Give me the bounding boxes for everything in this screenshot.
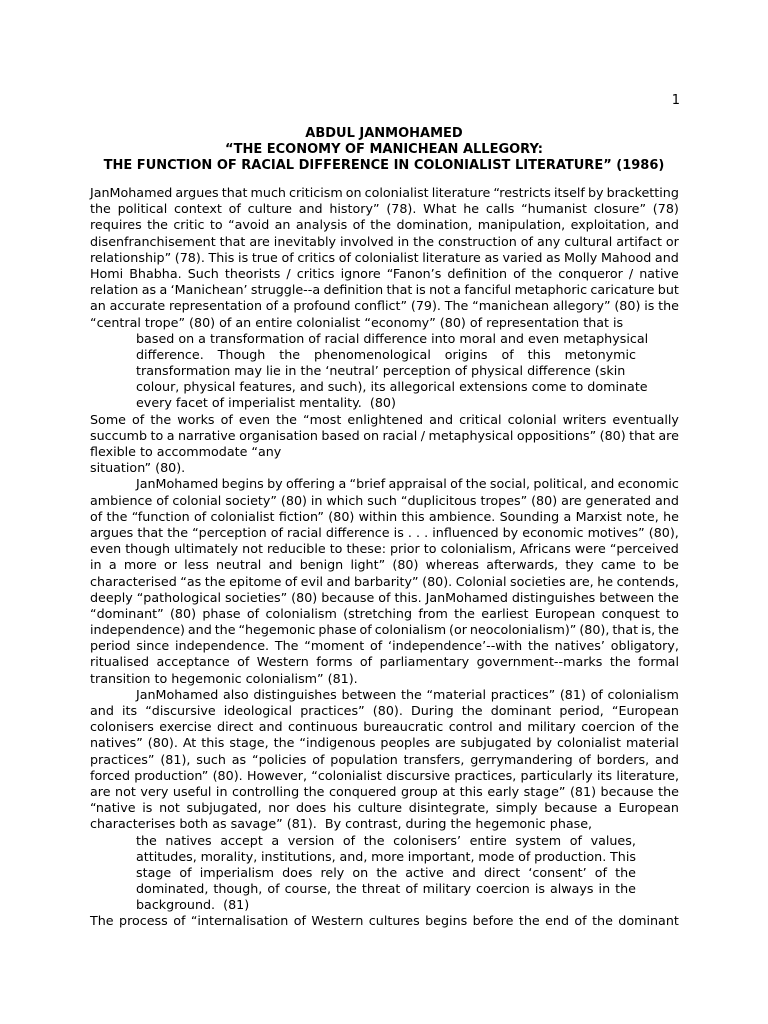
text-line: colonisers exercise direct and continuous bureaucratic control and military coercion of the	[90, 719, 679, 735]
text-line: “central trope” (80) of an entire colonialist “economy” (80) of representation that is	[90, 314, 624, 330]
text-line: relationship” (78). This is true of critics of colonialist literature as varied as Molly Mahood and	[90, 249, 679, 265]
text-line: flexible to accommodate “any	[90, 444, 282, 459]
text-line: practices” (81), such as “policies of population transfers, gerrymandering of borders, and	[90, 751, 679, 767]
text-line: Homi Bhabha. Such theorists / critics ignore “Fanon’s definition of the conqueror / native	[90, 265, 679, 281]
text-line: requires the critic to “avoid an analysis of the domination, manipulation, exploitation, and	[90, 217, 679, 233]
text-line: independence) and the “hegemonic phase of colonialism (or neocolonialism)” (80), that is, the	[90, 622, 679, 638]
text-line: the political context of culture and history” (78). What he calls “humanist closure” (78)	[90, 201, 679, 217]
text-line: disenfranchisement that are inevitably involved in the construction of any cultural artifact or	[90, 233, 679, 249]
text-line: transition to hegemonic colonialism” (81).	[90, 670, 358, 686]
text-line: JanMohamed argues that much criticism on colonialist literature “restricts itself by bracketting	[90, 185, 679, 200]
text-line: characterises both as savage” (81). By contrast, during the hegemonic phase,	[90, 816, 593, 832]
text-line: in a more or less neutral and benign light” (80) whereas afterwards, they came to be	[90, 557, 679, 573]
text-line: background. (81)	[136, 897, 250, 913]
text-line: Some of the works of even the “most enlightened and critical colonial writers eventually	[90, 411, 679, 427]
essay-title-line-2: THE FUNCTION OF RACIAL DIFFERENCE IN COLONIALIST LITERATURE” (1986)	[103, 158, 665, 173]
text-line: The process of “internalisation of Western cultures begins before the end of the dominant	[90, 913, 679, 929]
text-line: difference. Though the phenomenological origins of this metonymic	[136, 346, 636, 362]
body-text	[90, 185, 679, 930]
text-line: based on a transformation of racial difference into moral and even metaphysical	[136, 330, 649, 346]
text-line: succumb to a narrative organisation based on racial / metaphysical oppositions” (80) that are	[90, 427, 679, 443]
text-line: are not very useful in controlling the conquered group at this early stage” (81) because the	[90, 783, 679, 799]
text-line: stage of imperialism does rely on the active and direct ‘consent’ of the	[136, 864, 636, 880]
text-line: period since independence. The “moment of ‘independence’--with the natives’ obligatory,	[90, 638, 679, 654]
text-line: situation” (80).	[90, 460, 186, 476]
document-heading	[60, 126, 708, 174]
text-line: “dominant” (80) phase of colonialism (stretching from the earliest European conquest to	[90, 605, 679, 621]
text-line: JanMohamed also distinguishes between the “material practices” (81) of colonialism	[136, 686, 679, 702]
text-line: colour, physical features, and such), its allegorical extensions come to dominate	[136, 379, 648, 395]
text-line: natives” (80). At this stage, the “indigenous peoples are subjugated by colonialist material	[90, 735, 679, 751]
author-name: ABDUL JANMOHAMED	[305, 126, 463, 141]
text-line: of the “function of colonialist fiction” (80) within this ambience. Sounding a Marxist note, he	[90, 508, 679, 524]
text-line: characterised “as the epitome of evil and barbarity” (80). Colonial societies are, he contends,	[90, 573, 679, 589]
text-line: ritualised acceptance of Western forms of parliamentary government--marks the formal	[90, 654, 679, 670]
text-line: ambience of colonial society” (80) in which such “duplicitous tropes” (80) are generated and	[90, 492, 679, 508]
text-line: every facet of imperialist mentality. (80)	[136, 395, 396, 411]
text-line: transformation may lie in the ‘neutral’ perception of physical difference (skin	[136, 363, 626, 379]
page-number: 1	[671, 93, 680, 108]
text-line: the natives accept a version of the colonisers’ entire system of values,	[136, 832, 636, 848]
text-line: attitudes, morality, institutions, and, more important, mode of production. This	[136, 848, 636, 864]
text-line: “native is not subjugated, nor does his culture disintegrate, simply because a European	[90, 800, 679, 816]
text-line: deeply “pathological societies” (80) because of this. JanMohamed distinguishes between the	[90, 589, 679, 605]
text-line: relation as a ‘Manichean’ struggle--a definition that is not a fanciful metaphoric caricature but	[90, 282, 679, 298]
text-line: and its “discursive ideological practices” (80). During the dominant period, “European	[90, 703, 679, 718]
text-line: an accurate representation of a profound conflict” (79). The “manichean allegory” (80) is the	[90, 298, 679, 314]
text-line: dominated, though, of course, the threat of military coercion is always in the	[136, 881, 636, 897]
text-line: even though ultimately not reducible to these: prior to colonialism, Africans were “perceived	[90, 541, 679, 557]
essay-title-line-1: “THE ECONOMY OF MANICHEAN ALLEGORY:	[225, 142, 543, 157]
text-line: forced production” (80). However, “colonialist discursive practices, particularly its literature,	[90, 767, 679, 783]
text-line: JanMohamed begins by offering a “brief appraisal of the social, political, and economic	[136, 476, 679, 492]
text-line: argues that the “perception of racial difference is . . . influenced by economic motives” (80),	[90, 524, 679, 540]
